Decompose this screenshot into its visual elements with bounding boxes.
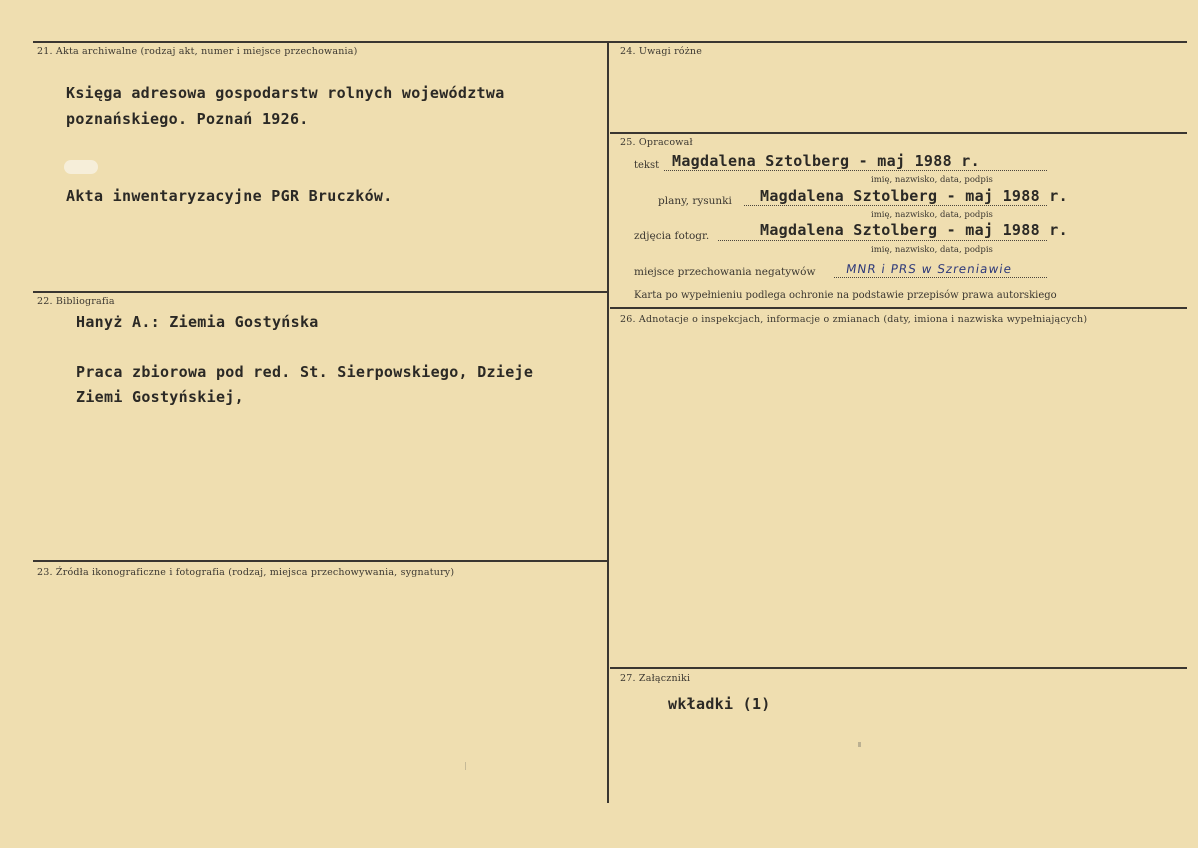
s24-header: 24. Uwagi różne	[620, 46, 703, 57]
negatywy-dotted-line	[834, 277, 1047, 278]
negatywy-label: miejsce przechowania negatywów	[634, 266, 816, 278]
center-divider	[607, 41, 609, 803]
s22-line3: Ziemi Gostyńskiej,	[76, 388, 244, 406]
rule-s25-bottom	[610, 307, 1187, 309]
s22-line1: Hanyż A.: Ziemia Gostyńska	[76, 313, 319, 331]
s21-line3: Akta inwentaryzacyjne PGR Bruczków.	[66, 187, 393, 205]
s22-header: 22. Bibliografia	[37, 296, 115, 307]
rule-s22-bottom	[33, 560, 609, 562]
s26-header: 26. Adnotacje o inspekcjach, informacje o zmianach (daty, imiona i nazwiska wypełniających)	[620, 314, 1088, 325]
s21-line1: Księga adresowa gospodarstw rolnych województwa	[66, 84, 505, 102]
paper-mark	[858, 742, 861, 747]
plany-value: Magdalena Sztolberg - maj 1988 r.	[760, 187, 1068, 205]
rule-s21-bottom	[33, 291, 609, 293]
s22-line2: Praca zbiorowa pod red. St. Sierpowskiego, Dzieje	[76, 363, 534, 381]
caption-3: imię, nazwisko, data, podpis	[871, 245, 993, 255]
s27-value: wkładki (1)	[668, 695, 771, 713]
paper-mark	[465, 762, 466, 770]
tekst-value: Magdalena Sztolberg - maj 1988 r.	[672, 152, 980, 170]
zdjecia-label: zdjęcia fotogr.	[634, 230, 710, 242]
copyright-note: Karta po wypełnieniu podlega ochronie na podstawie przepisów prawa autorskiego	[634, 290, 1057, 301]
zdjecia-value: Magdalena Sztolberg - maj 1988 r.	[760, 221, 1068, 239]
caption-1: imię, nazwisko, data, podpis	[871, 175, 993, 185]
tekst-label: tekst	[634, 160, 660, 171]
plany-dotted-line	[744, 205, 1047, 206]
tekst-dotted-line	[664, 170, 1047, 171]
top-rule	[33, 41, 1187, 43]
rule-s24-bottom	[610, 132, 1187, 134]
negatywy-handwritten: MNR i PRS w Szreniawie	[845, 262, 1014, 276]
s23-header: 23. Źródła ikonograficzne i fotografia (rodzaj, miejsca przechowywania, sygnatury)	[37, 567, 455, 578]
s21-header: 21. Akta archiwalne (rodzaj akt, numer i miejsce przechowania)	[37, 46, 358, 57]
smudge-mark	[64, 160, 98, 174]
zdjecia-dotted-line	[718, 240, 1047, 241]
s21-line2: poznańskiego. Poznań 1926.	[66, 110, 309, 128]
rule-s26-bottom	[610, 667, 1187, 669]
s27-header: 27. Załączniki	[620, 673, 691, 684]
s25-header: 25. Opracował	[620, 137, 693, 148]
plany-label: plany, rysunki	[658, 195, 732, 207]
caption-2: imię, nazwisko, data, podpis	[871, 210, 993, 220]
